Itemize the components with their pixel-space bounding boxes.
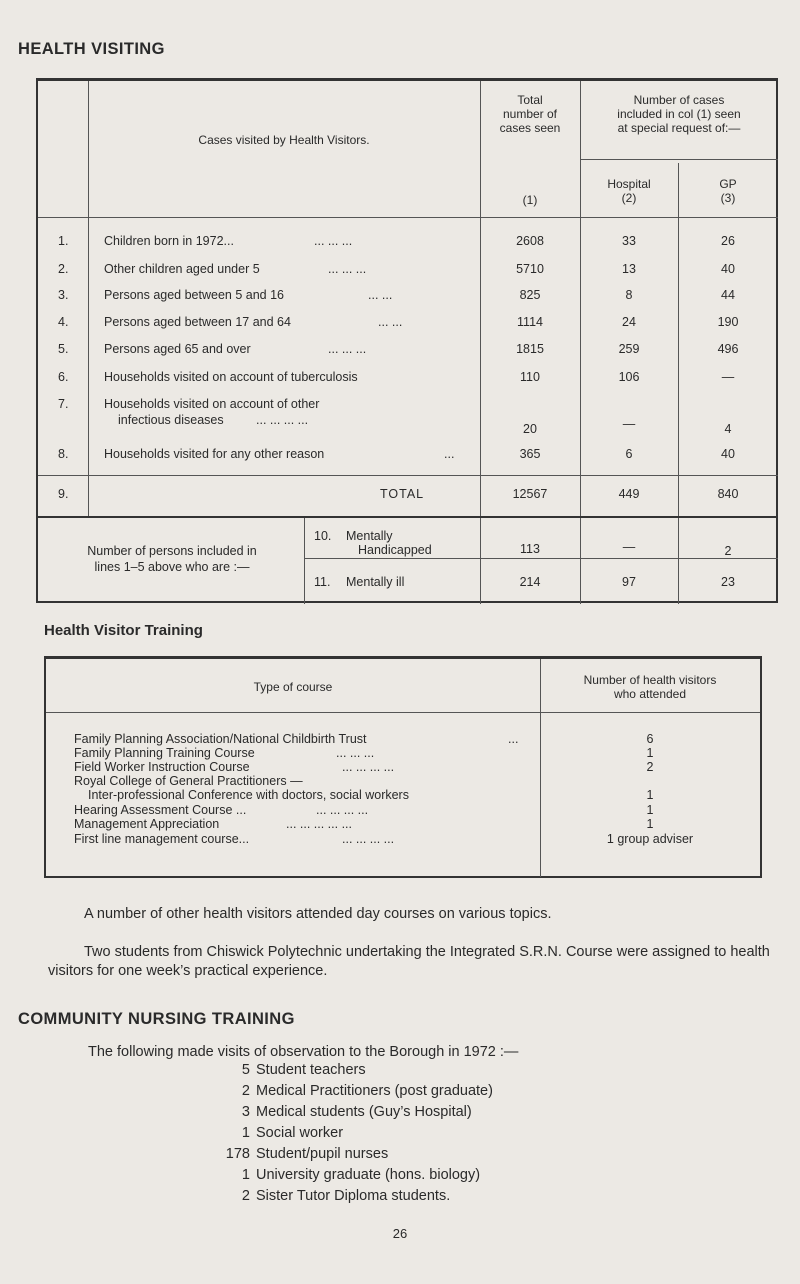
- header-col1-index: (1): [522, 193, 538, 207]
- persons-included-label: [42, 543, 302, 575]
- row-gp: 4: [724, 422, 732, 436]
- course-value: 1 group adviser: [606, 832, 694, 846]
- row-total: 113: [520, 542, 540, 556]
- visitor-count: 2: [241, 1188, 250, 1204]
- row-gp: 190: [717, 315, 739, 329]
- visitor-count: 1: [241, 1125, 250, 1141]
- rule: [304, 518, 305, 604]
- heading-health-visiting: HEALTH VISITING: [18, 40, 165, 58]
- course-value: 1: [646, 746, 654, 760]
- row-hospital: 106: [618, 370, 640, 384]
- course-label: Royal College of General Practitioners —: [74, 774, 303, 788]
- row-hospital: —: [622, 417, 636, 431]
- visitor-count: 3: [241, 1104, 250, 1120]
- header-number-attended: [540, 673, 760, 701]
- row-label: Households visited on account of tuberculosis: [104, 370, 358, 384]
- row-leader-dots: ... ...: [368, 288, 393, 302]
- course-value: 1: [646, 788, 654, 802]
- header-total-line: cases seen: [499, 121, 561, 135]
- row-total: 1114: [517, 315, 543, 329]
- row-total: 20: [523, 422, 537, 436]
- total-label: TOTAL: [380, 487, 425, 501]
- row-total: 2608: [516, 234, 544, 248]
- course-leader-dots: ... ... ... ...: [316, 803, 369, 817]
- course-leader-dots: ... ... ... ... ...: [286, 817, 352, 831]
- header-number-line: Number of health visitors: [583, 673, 717, 687]
- header-cases: Cases visited by Health Visitors.: [198, 133, 370, 147]
- course-leader-dots: ...: [508, 732, 519, 746]
- row-leader-dots: ... ... ... ...: [256, 413, 309, 427]
- visitor-description: Medical Practitioners (post graduate): [256, 1083, 493, 1099]
- row-total: 1815: [516, 342, 544, 356]
- header-total-line: number of: [502, 107, 558, 121]
- row-hospital: 259: [618, 342, 640, 356]
- header-special-request: [580, 93, 778, 135]
- row-gp: 40: [721, 447, 735, 461]
- row-hospital: 8: [625, 288, 633, 302]
- row-total: 110: [520, 370, 540, 384]
- row-number: 3.: [58, 288, 69, 302]
- row-number: 6.: [58, 370, 69, 384]
- row-gp: 496: [717, 342, 739, 356]
- persons-label-line: Number of persons included in: [87, 544, 257, 558]
- row-label-continued: infectious diseases: [118, 413, 224, 427]
- row-label: Mentally ill: [346, 575, 405, 589]
- header-gp-index: (3): [720, 191, 736, 205]
- header-number-line: who attended: [613, 687, 687, 701]
- row-label: Households visited for any other reason: [104, 447, 325, 461]
- header-total: [480, 93, 580, 135]
- header-type-of-course: Type of course: [253, 680, 333, 694]
- heading-community-nursing-training: COMMUNITY NURSING TRAINING: [18, 1010, 295, 1028]
- row-hospital: 97: [622, 575, 636, 589]
- header-special-line: included in col (1) seen: [617, 107, 741, 121]
- header-hospital: [580, 177, 678, 205]
- row-number: 2.: [58, 262, 69, 276]
- row-number: 9.: [58, 487, 69, 501]
- course-label: Hearing Assessment Course ...: [74, 803, 247, 817]
- row-total: 365: [519, 447, 541, 461]
- visitor-description: Medical students (Guy’s Hospital): [256, 1104, 472, 1120]
- visitor-count: 178: [225, 1146, 250, 1162]
- visitor-description: Social worker: [256, 1125, 344, 1141]
- row-gp: 44: [721, 288, 735, 302]
- heading-health-visitor-training: Health Visitor Training: [44, 622, 203, 639]
- row-number: 5.: [58, 342, 69, 356]
- rule: [38, 217, 778, 218]
- row-hospital: 6: [625, 447, 633, 461]
- row-number: 8.: [58, 447, 69, 461]
- visitor-description: Sister Tutor Diploma students.: [256, 1188, 451, 1204]
- rule: [38, 475, 778, 476]
- row-total: 5710: [516, 262, 544, 276]
- total-hospital: 449: [618, 487, 640, 501]
- row-gp: —: [721, 370, 735, 384]
- visitor-count: 1: [241, 1167, 250, 1183]
- rule: [304, 558, 778, 559]
- row-leader-dots: ... ... ...: [314, 234, 353, 248]
- course-label: Inter-professional Conference with doctors, social workers: [88, 788, 409, 802]
- row-label: Mentally: [346, 529, 393, 543]
- row-label: Persons aged between 17 and 64: [104, 315, 291, 329]
- row-hospital: 33: [622, 234, 636, 248]
- total-gp: 840: [717, 487, 739, 501]
- course-value: 2: [646, 760, 654, 774]
- course-leader-dots: ... ... ... ...: [342, 832, 395, 846]
- row-hospital: 24: [622, 315, 636, 329]
- page-number: 26: [392, 1226, 408, 1241]
- paragraph-visits-intro: The following made visits of observation to the Borough in 1972 :—: [88, 1044, 519, 1060]
- course-label: Management Appreciation: [74, 817, 220, 831]
- header-gp: [678, 177, 778, 205]
- header-special-line: at special request of:—: [617, 121, 741, 135]
- row-number: 7.: [58, 397, 69, 411]
- row-hospital: —: [622, 540, 636, 554]
- header-special-line: Number of cases: [633, 93, 725, 107]
- row-label: Other children aged under 5: [104, 262, 260, 276]
- course-leader-dots: ... ... ...: [336, 746, 375, 760]
- rule: [38, 516, 778, 518]
- row-number: 1.: [58, 234, 69, 248]
- row-gp: 23: [721, 575, 735, 589]
- row-hospital: 13: [622, 262, 636, 276]
- health-visitors-cases-table: [36, 78, 778, 603]
- header-hospital-index: (2): [621, 191, 637, 205]
- course-value: 6: [646, 732, 654, 746]
- course-label: First line management course...: [74, 832, 250, 846]
- row-number: 11.: [314, 575, 331, 589]
- rule: [678, 163, 679, 604]
- visitor-count: 5: [241, 1062, 250, 1078]
- course-value: 1: [646, 803, 654, 817]
- rule: [480, 81, 481, 604]
- training-courses-table: [44, 656, 762, 878]
- course-label: Field Worker Instruction Course: [74, 760, 250, 774]
- course-leader-dots: ... ... ... ...: [342, 760, 395, 774]
- paragraph-chiswick-students: Two students from Chiswick Polytechnic undertaking the Integrated S.R.N. Course were assigned to health visitors for one week’s practical experience.: [48, 944, 770, 979]
- persons-label-line: lines 1–5 above who are :—: [94, 560, 250, 574]
- visitor-description: University graduate (hons. biology): [256, 1167, 481, 1183]
- header-hospital-name: Hospital: [607, 177, 651, 191]
- row-leader-dots: ... ...: [378, 315, 403, 329]
- row-label: Children born in 1972...: [104, 234, 234, 248]
- row-leader-dots: ... ... ...: [328, 342, 367, 356]
- row-total: 214: [519, 575, 541, 589]
- row-total: 825: [519, 288, 541, 302]
- visitor-count: 2: [241, 1083, 250, 1099]
- row-label: Persons aged 65 and over: [104, 342, 251, 356]
- row-label: Persons aged between 5 and 16: [104, 288, 284, 302]
- course-value: 1: [646, 817, 654, 831]
- row-gp: 26: [721, 234, 735, 248]
- header-total-line: Total: [517, 93, 543, 107]
- row-leader-dots: ...: [444, 447, 455, 461]
- course-label: Family Planning Training Course: [74, 746, 255, 760]
- total-cases: 12567: [512, 487, 548, 501]
- row-leader-dots: ... ... ...: [328, 262, 367, 276]
- visitor-description: Student/pupil nurses: [256, 1146, 389, 1162]
- header-gp-name: GP: [719, 177, 737, 191]
- row-label-continued: Handicapped: [358, 543, 432, 557]
- row-label: Households visited on account of other: [104, 397, 320, 411]
- visitor-description: Student teachers: [256, 1062, 366, 1078]
- row-number: 4.: [58, 315, 69, 329]
- rule: [46, 712, 760, 713]
- row-number: 10.: [314, 529, 332, 543]
- rule: [580, 159, 778, 160]
- row-gp: 2: [724, 544, 732, 558]
- row-gp: 40: [721, 262, 735, 276]
- course-label: Family Planning Association/National Childbirth Trust: [74, 732, 367, 746]
- paragraph-day-courses: A number of other health visitors attended day courses on various topics.: [84, 906, 552, 922]
